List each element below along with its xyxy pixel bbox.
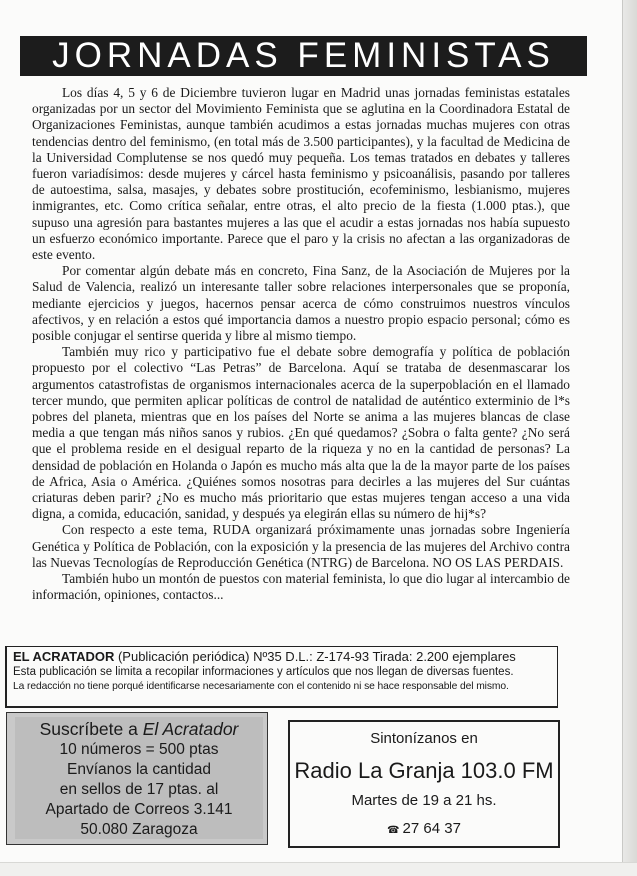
publication-info-line [13,649,551,665]
radio-schedule: Martes de 19 a 21 hs. [351,792,497,809]
subscribe-line: Apartado de Correos 3.141 [45,801,233,818]
publication-info-box [5,646,558,708]
article-paragraph: También hubo un montón de puestos con material feminista, lo que dio lugar al intercambio de información, opiniones, contactos... [32,571,570,603]
page-title: JORNADAS FEMINISTAS [52,36,555,75]
subscribe-box [6,712,268,845]
subscribe-title [15,719,263,740]
subscribe-title-name: El Acratador [142,719,239,739]
publication-name: EL ACRATADOR [13,649,115,664]
article-paragraph: Por comentar algún debate más en concreto, Fina Sanz, de la Asociación de Mujeres por la Salud de Valencia, realizó un interesante taller sobre relaciones interpersonales que se proponía, mediante ejercicios y juegos, hacernos pensar acerca de cómo construimos nuestros vínculos afectivos, y en relación a estos qué importancia damos a nuestro propio espacio personal; cómo es posible conjugar el sentirse querida y libre al mismo tiempo. [32,263,570,344]
subscribe-box-content [15,717,263,839]
publication-responsibility-line: La redacción no tiene porqué identificarse necesariamente con el contenido ni se hace responsable del mismo. [13,681,509,692]
radio-box [288,720,560,848]
subscribe-line: 10 números = 500 ptas [59,741,219,758]
subscribe-line: en sellos de 17 ptas. al [59,781,219,798]
page-edge [622,0,637,875]
title-bar [20,36,587,76]
article-body [32,85,570,604]
radio-tune-in: Sintonízanos en [370,730,478,747]
article-paragraph: Con respecto a este tema, RUDA organizará próximamente unas jornadas sobre Ingeniería Genética y Política de Población, con la exposición y la presencia de las mujeres del Archivo contra las Nuevas Tecnologías de Reproducción Genética (NTRG) de Barcelona. NO OS LAS PERDAIS. [32,522,570,570]
article-paragraph: También muy rico y participativo fue el debate sobre demografía y política de población propuesto por el colectivo “Las Petras” de Barcelona. Aquí se trataba de desenmascarar los argumentos catastrofistas de organismos internacionales acerca de la superpoblación en el llamado tercer mundo, que permiten aplicar políticas de control de natalidad de auténtico exterminio de l*s pobres del planeta, mientras que en los países del Norte se anima a las mujeres blancas de clase media a que tengan más niños sanos y rubios. ¿En qué quedamos? ¿Sobra o falta gente? ¿No será que el problema reside en el desigual reparto de la riqueza y no en la cantidad de personas? La densidad de población en Holanda o Japón es mucho más alta que la de la mayor parte de los países de Africa, Asia o América. ¿Quiénes somos nosotras para decirles a las mujeres del Sur cuántas criaturas deben parir? ¿No es mucho más prioritario que estas mujeres tengan acceso a una vida digna, a comida, educación, sanidad, y después ya elegirán ellas su número de hij*s? [32,344,570,522]
subscribe-line: 50.080 Zaragoza [80,821,198,838]
publication-disclaimer-line: Esta publicación se limita a recopilar informaciones y artículos que nos llegan de diversas fuentes. [13,666,514,678]
publication-details: (Publicación periódica) Nº35 D.L.: Z-174-93 Tirada: 2.200 ejemplares [114,649,516,664]
page-bottom-edge [0,862,637,876]
radio-station-name: Radio La Granja 103.0 FM [294,758,554,783]
radio-phone [290,820,558,840]
subscribe-line: Envíanos la cantidad [67,761,211,778]
radio-phone-number: 27 64 37 [402,820,461,837]
article-paragraph: Los días 4, 5 y 6 de Diciembre tuvieron lugar en Madrid unas jornadas feministas estatales organizadas por un sector del Movimiento Feminista que se aglutina en la Coordinadora Estatal de Organizaciones Feministas, aunque también acudimos a estas jornadas muchas mujeres con otras tendencias dentro del feminismo, (en total más de 3.500 participantes), y la facultad de Medicina de la Universidad Complutense se nos quedó muy pequeña. Los temas tratados en debates y talleres fueron variadísimos: desde mujeres y cárcel hasta feminismo y psicoanálisis, pasando por talleres de autoestima, salsa, masajes, y debates sobre prostitución, ecofeminismo, lesbianismo, mujeres inmigrantes, etc. Como crítica señalar, entre otras, el alto precio de la fiesta (1.000 ptas.), que supuso una agresión para bastantes mujeres a las que el acudir a estas jornadas nos había supuesto un esfuerzo económico importante. Parece que el paro y la crisis no afectan a las organizadoras de este evento. [32,85,570,263]
telephone-icon: ☎ [387,825,400,836]
subscribe-title-prefix: Suscríbete a [39,719,143,739]
